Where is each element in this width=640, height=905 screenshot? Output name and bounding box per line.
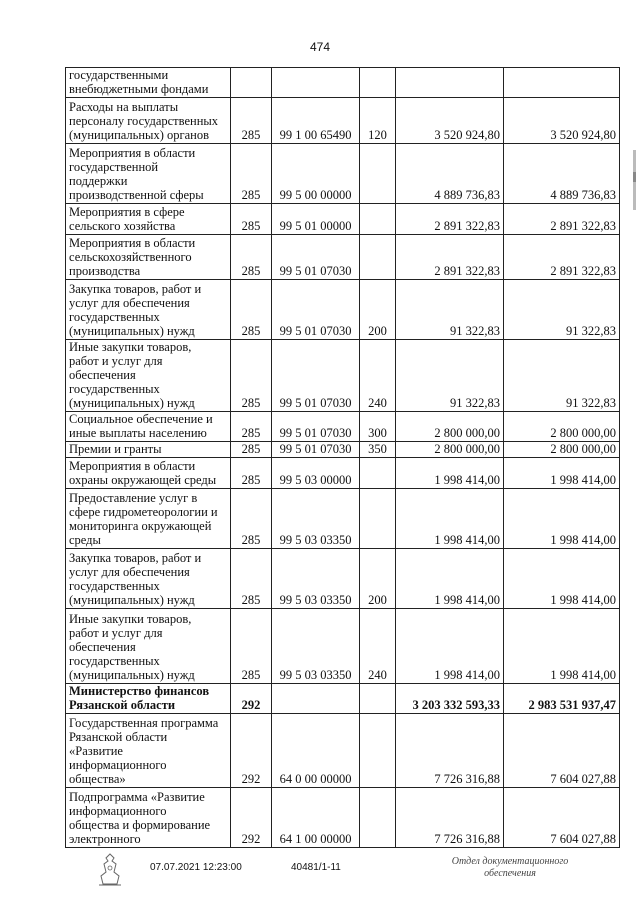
cell-vr: 200 [360,549,396,609]
cell-sum-1: 91 322,83 [396,280,504,340]
table-row [66,144,620,204]
cell-csr: 99 5 01 07030 [272,280,360,340]
cell-name: Мероприятия в сфере сельского хозяйства [66,204,231,235]
cell-csr: 99 5 01 07030 [272,235,360,280]
cell-sum-2: 1 998 414,00 [504,489,620,549]
cell-csr: 99 5 01 07030 [272,442,360,458]
cell-ved [231,68,272,98]
cell-sum-2: 2 800 000,00 [504,442,620,458]
cell-sum-2: 7 604 027,88 [504,788,620,848]
cell-sum-1: 4 889 736,83 [396,144,504,204]
table-row [66,684,620,714]
cell-name: Премии и гранты [66,442,231,458]
budget-table-body [66,68,620,848]
cell-ved: 285 [231,144,272,204]
cell-csr: 99 5 00 00000 [272,144,360,204]
table-row [66,68,620,98]
cell-vr [360,204,396,235]
cell-sum-2: 3 520 924,80 [504,98,620,144]
cell-ved: 285 [231,442,272,458]
coat-of-arms-icon [95,852,125,888]
cell-vr [360,68,396,98]
cell-sum-2 [504,68,620,98]
cell-csr: 99 5 03 03350 [272,549,360,609]
table-row [66,489,620,549]
cell-sum-1: 7 726 316,88 [396,714,504,788]
cell-vr: 300 [360,412,396,442]
cell-sum-2: 1 998 414,00 [504,609,620,684]
table-row [66,280,620,340]
edge-scan-mark [632,150,638,210]
cell-sum-1: 91 322,83 [396,340,504,412]
cell-sum-2: 2 800 000,00 [504,412,620,442]
table-row [66,458,620,489]
cell-vr [360,714,396,788]
cell-sum-1: 2 800 000,00 [396,442,504,458]
page-number: 474 [309,40,331,54]
cell-vr [360,489,396,549]
cell-sum-2: 2 891 322,83 [504,204,620,235]
table-row [66,98,620,144]
cell-sum-2: 91 322,83 [504,280,620,340]
cell-csr: 99 5 03 03350 [272,609,360,684]
cell-name: Закупка товаров, работ и услуг для обеспечения государственных (муниципальных) нужд [66,549,231,609]
cell-sum-1: 2 891 322,83 [396,204,504,235]
stamp-text: Отдел документационного обеспечения [451,856,569,879]
table-row [66,549,620,609]
cell-vr [360,684,396,714]
cell-sum-1: 2 800 000,00 [396,412,504,442]
cell-vr [360,235,396,280]
cell-vr [360,458,396,489]
cell-name: государственными внебюджетными фондами [66,68,231,98]
cell-sum-2: 2 983 531 937,47 [504,684,620,714]
cell-csr: 64 0 00 00000 [272,714,360,788]
cell-csr: 99 5 01 07030 [272,412,360,442]
table-row [66,609,620,684]
cell-csr [272,68,360,98]
cell-ved: 285 [231,98,272,144]
cell-csr: 99 5 01 07030 [272,340,360,412]
cell-ved: 285 [231,458,272,489]
cell-sum-1: 1 998 414,00 [396,489,504,549]
cell-ved: 285 [231,280,272,340]
cell-name: Иные закупки товаров, работ и услуг для обеспечения государственных (муниципальных) нужд [66,340,231,412]
cell-csr: 99 5 03 03350 [272,489,360,549]
cell-sum-1: 3 203 332 593,33 [396,684,504,714]
cell-sum-1: 1 998 414,00 [396,609,504,684]
cell-sum-1: 7 726 316,88 [396,788,504,848]
cell-name: Закупка товаров, работ и услуг для обеспечения государственных (муниципальных) нужд [66,280,231,340]
table-row [66,714,620,788]
table-row [66,235,620,280]
cell-name: Государственная программа Рязанской области «Развитие информационного общества» [66,714,231,788]
cell-csr: 99 5 03 00000 [272,458,360,489]
cell-sum-2: 1 998 414,00 [504,458,620,489]
cell-vr: 200 [360,280,396,340]
cell-sum-1: 1 998 414,00 [396,458,504,489]
cell-name: Министерство финансов Рязанской области [66,684,231,714]
budget-table [65,67,620,848]
cell-ved: 285 [231,412,272,442]
cell-sum-2: 7 604 027,88 [504,714,620,788]
cell-name: Мероприятия в области государственной поддержки производственной сферы [66,144,231,204]
cell-vr: 120 [360,98,396,144]
table-row [66,204,620,235]
cell-vr [360,788,396,848]
cell-sum-1: 3 520 924,80 [396,98,504,144]
cell-ved: 285 [231,489,272,549]
footer-stamp [445,856,575,880]
cell-name: Предоставление услуг в сфере гидрометеорологии и мониторинга окружающей среды [66,489,231,549]
cell-name: Мероприятия в области охраны окружающей среды [66,458,231,489]
cell-sum-1 [396,68,504,98]
cell-csr [272,684,360,714]
cell-sum-2: 2 891 322,83 [504,235,620,280]
cell-ved: 292 [231,684,272,714]
table-row [66,340,620,412]
cell-csr: 64 1 00 00000 [272,788,360,848]
footer-registration-number: 40481/1-11 [291,862,341,873]
cell-name: Иные закупки товаров, работ и услуг для обеспечения государственных (муниципальных) нужд [66,609,231,684]
cell-ved: 285 [231,204,272,235]
cell-vr: 350 [360,442,396,458]
table-row [66,788,620,848]
cell-name: Расходы на выплаты персоналу государственных (муниципальных) органов [66,98,231,144]
table-row [66,412,620,442]
cell-name: Подпрограмма «Развитие информационного общества и формирование электронного [66,788,231,848]
footer-date: 07.07.2021 12:23:00 [150,862,242,873]
cell-ved: 285 [231,340,272,412]
cell-ved: 292 [231,788,272,848]
cell-sum-1: 2 891 322,83 [396,235,504,280]
cell-sum-1: 1 998 414,00 [396,549,504,609]
cell-vr: 240 [360,609,396,684]
cell-name: Социальное обеспечение и иные выплаты населению [66,412,231,442]
cell-vr: 240 [360,340,396,412]
cell-sum-2: 1 998 414,00 [504,549,620,609]
cell-ved: 285 [231,609,272,684]
cell-sum-2: 91 322,83 [504,340,620,412]
cell-csr: 99 1 00 65490 [272,98,360,144]
table-row [66,442,620,458]
cell-ved: 285 [231,235,272,280]
cell-vr [360,144,396,204]
cell-sum-2: 4 889 736,83 [504,144,620,204]
cell-csr: 99 5 01 00000 [272,204,360,235]
cell-ved: 285 [231,549,272,609]
cell-ved: 292 [231,714,272,788]
cell-name: Мероприятия в области сельскохозяйственного производства [66,235,231,280]
